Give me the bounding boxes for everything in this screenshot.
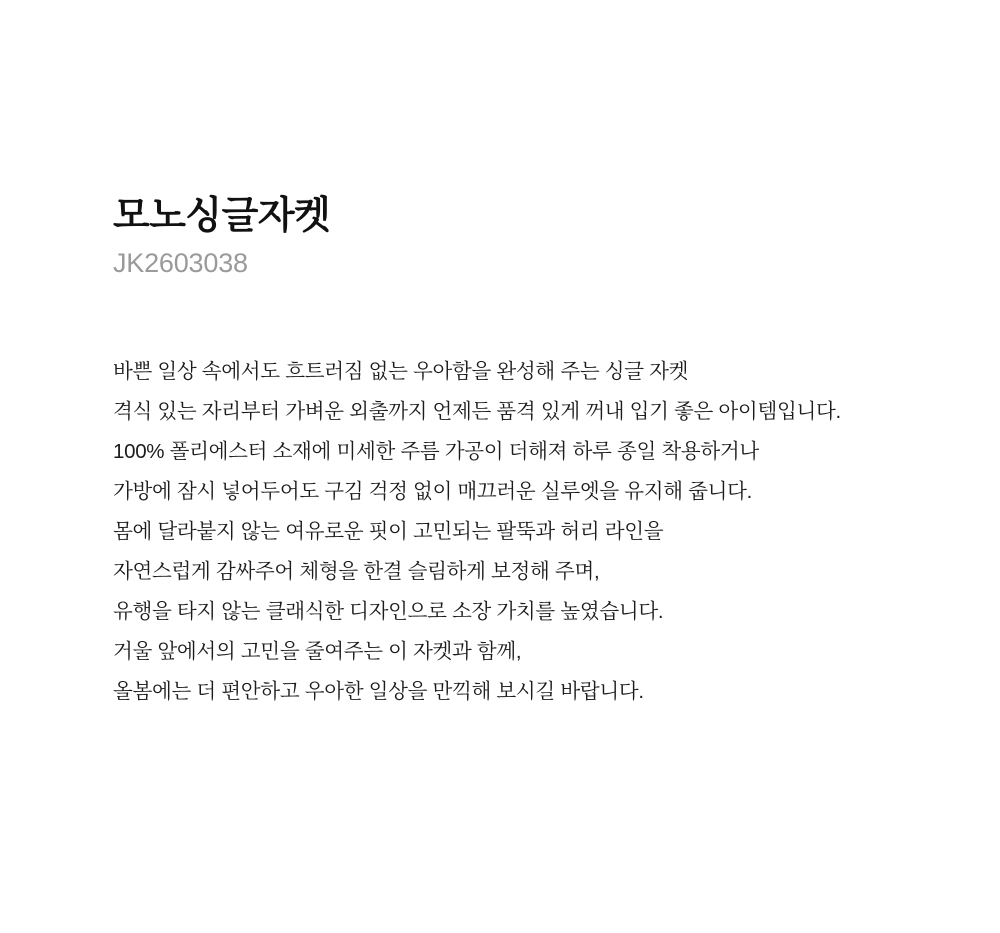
product-info-block	[113, 193, 943, 712]
page-title: 모노싱글자켓	[113, 195, 331, 237]
description-line: 가방에 잠시 넣어두어도 구김 걱정 없이 매끄러운 실루엣을 유지해 줍니다.	[113, 480, 753, 504]
description-line: 올봄에는 더 편안하고 우아한 일상을 만끽해 보시길 바랍니다.	[113, 680, 644, 704]
description-line: 자연스럽게 감싸주어 체형을 한결 슬림하게 보정해 주며,	[113, 560, 600, 584]
product-description	[113, 352, 943, 712]
description-line: 100% 폴리에스터 소재에 미세한 주름 가공이 더해져 하루 종일 착용하거나	[113, 440, 759, 464]
description-line: 바쁜 일상 속에서도 흐트러짐 없는 우아함을 완성해 주는 싱글 자켓	[113, 360, 689, 384]
description-line: 격식 있는 자리부터 가벼운 외출까지 언제든 품격 있게 꺼내 입기 좋은 아이템입니다.	[113, 400, 841, 424]
description-line: 유행을 타지 않는 클래식한 디자인으로 소장 가치를 높였습니다.	[113, 600, 664, 624]
description-line: 거울 앞에서의 고민을 줄여주는 이 자켓과 함께,	[113, 640, 522, 664]
description-line: 몸에 달라붙지 않는 여유로운 핏이 고민되는 팔뚝과 허리 라인을	[113, 520, 664, 544]
product-code: JK2603038	[113, 247, 248, 278]
